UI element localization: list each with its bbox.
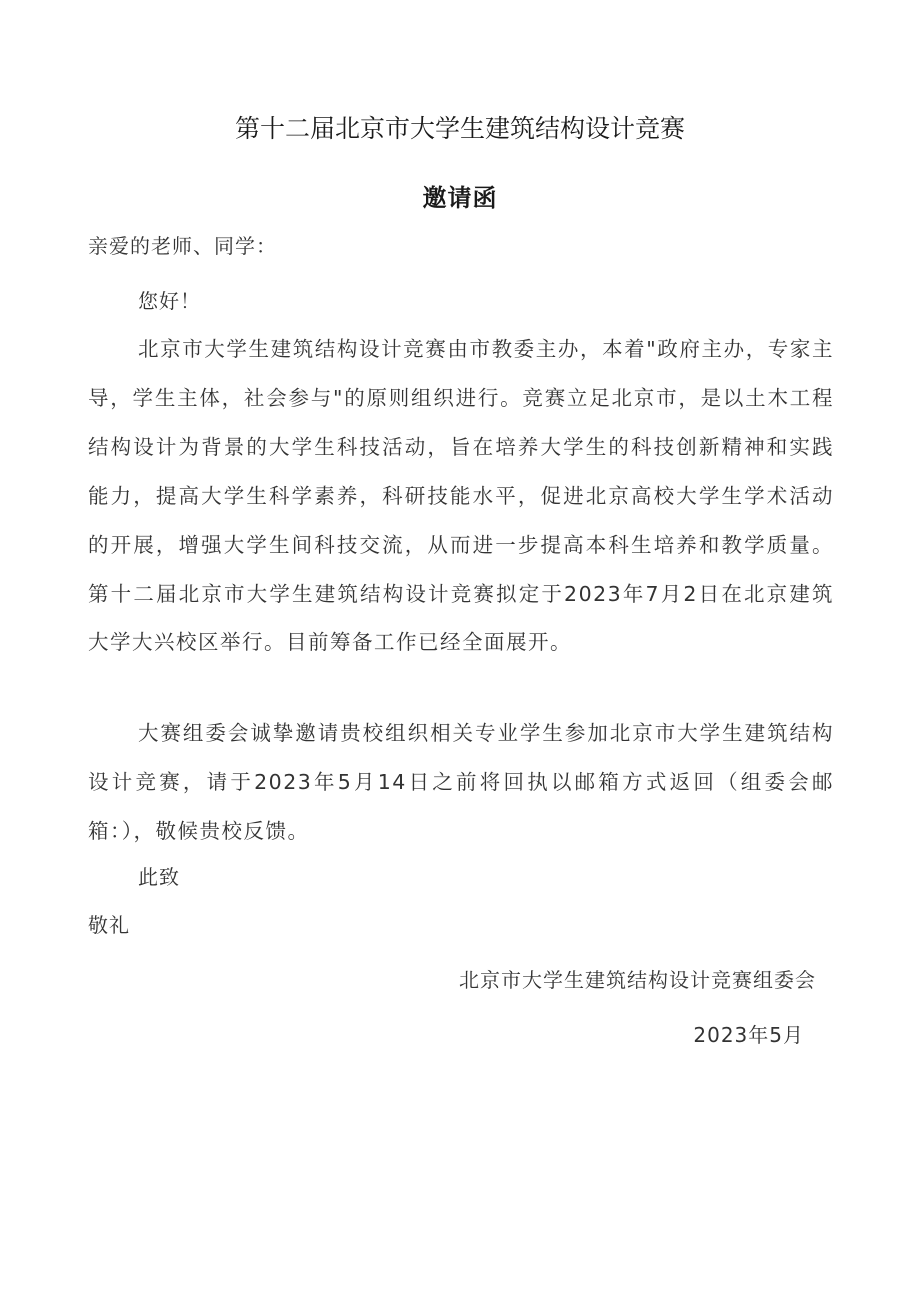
greeting: 您好！ bbox=[138, 289, 201, 313]
closing-text: 此致 bbox=[138, 865, 180, 889]
body-paragraph: 北京市大学生建筑结构设计竞赛由市教委主办，本着"政府主办，专家主导，学生主体，社会参与"的原则组织进行。竞赛立足北京市，是以土木工程结构设计为背景的大学生科技活动，旨在培养大学生的科技创新精神和实践能力，提高大学生科学素养，科研技能水平，促进北京高校大学生学术活动的开展，增强大学生间科技交流，从而进一步提高本科生培养和教学质量。第十二届北京市大学生建筑结构设计竞赛拟定于2023年7月2日在北京建筑大学大兴校区举行。目前筹备工作已经全面展开。 bbox=[88, 337, 834, 655]
signature: 北京市大学生建筑结构设计竞赛组委会 bbox=[459, 968, 816, 992]
document-title: 第十二届北京市大学生建筑结构设计竞赛 bbox=[234, 114, 685, 143]
date: 2023年5月 bbox=[693, 1023, 804, 1047]
body-paragraph: 大赛组委会诚挚邀请贵校组织相关专业学生参加北京市大学生建筑结构设计竞赛，请于2023年5月14日之前将回执以邮箱方式返回（组委会邮箱：），敬候贵校反馈。 bbox=[88, 721, 834, 843]
document-subtitle: 邀请函 bbox=[422, 184, 498, 212]
salutation: 亲爱的老师、同学： bbox=[88, 234, 277, 258]
regards-text: 敬礼 bbox=[88, 913, 130, 937]
